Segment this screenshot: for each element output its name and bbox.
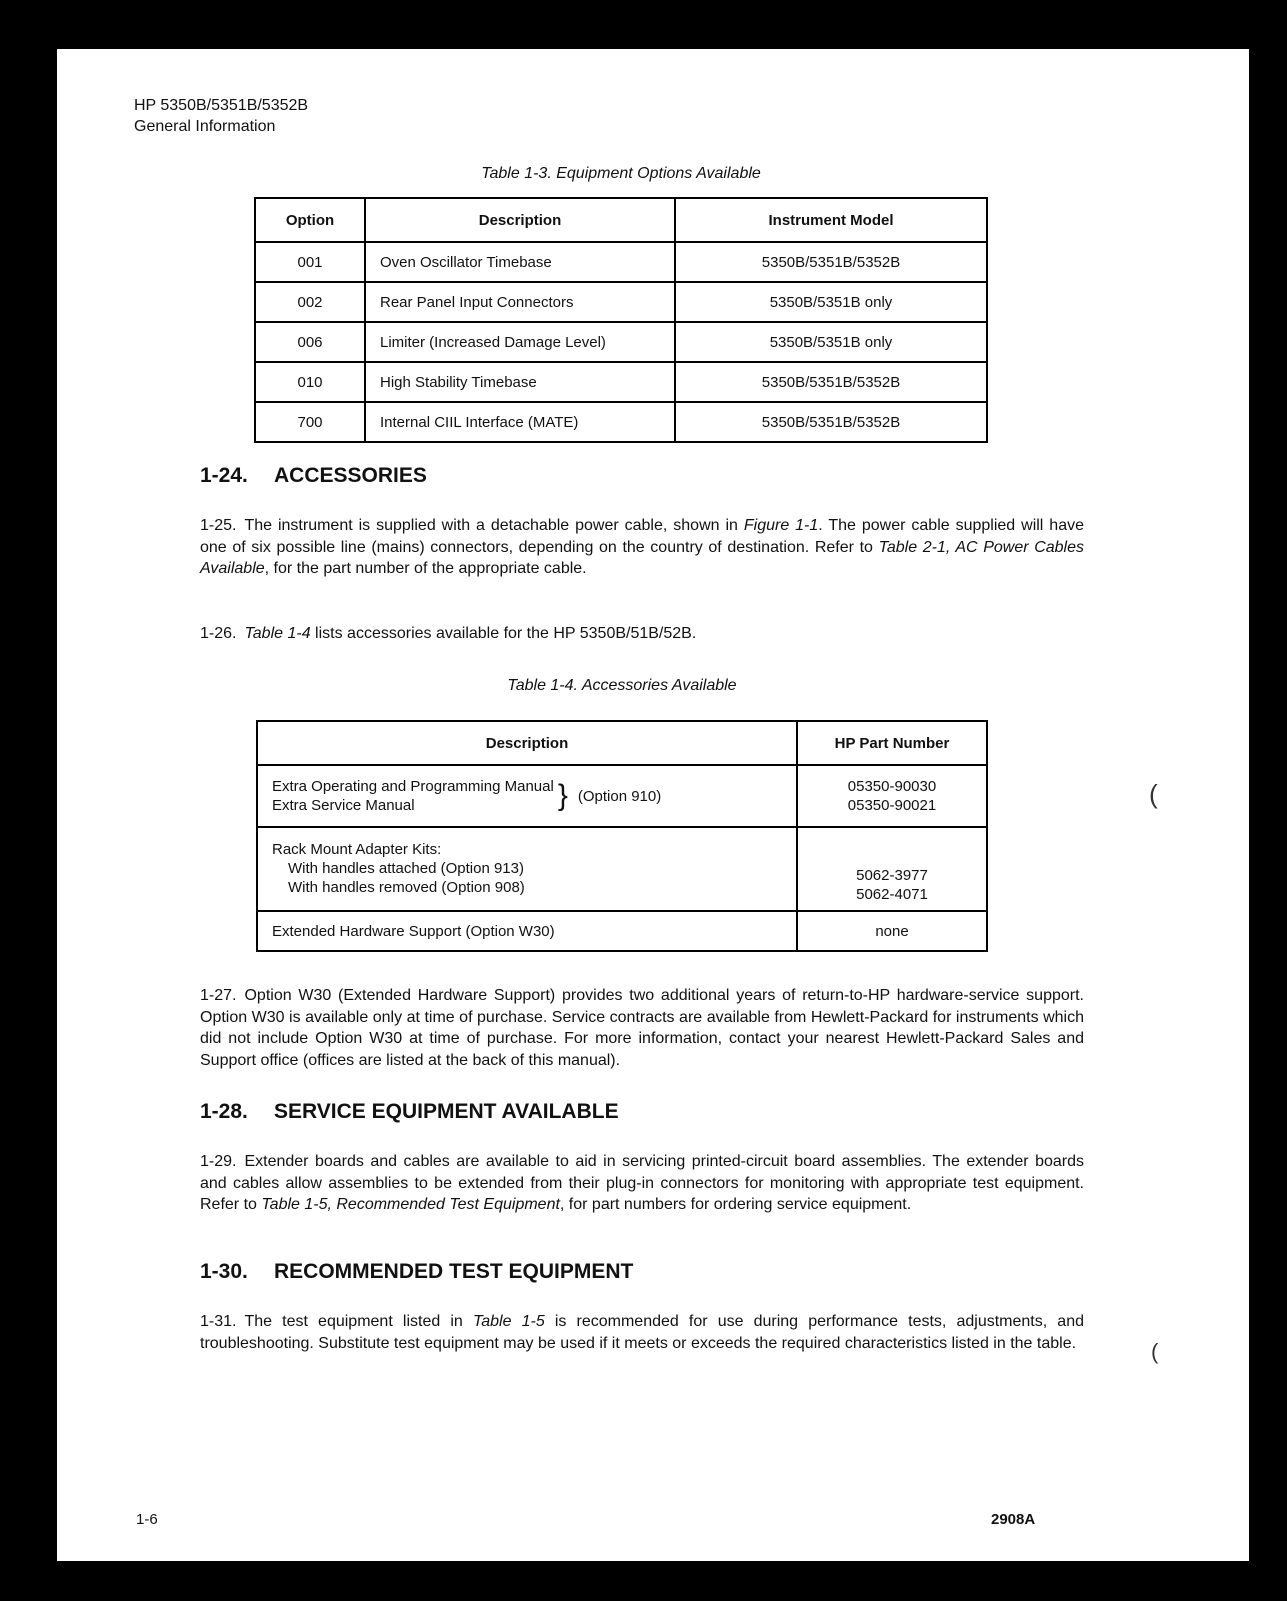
section-title: SERVICE EQUIPMENT AVAILABLE (274, 1100, 619, 1123)
margin-mark: ( (1151, 1339, 1159, 1364)
column-header-part-number: HP Part Number (797, 721, 987, 765)
paragraph-1-25 (200, 515, 1084, 580)
part-number: 5062-4071 (856, 886, 928, 903)
manual-item: Extra Operating and Programming Manual (272, 778, 554, 795)
table-reference: Table 1-5, Recommended Test Equipment (261, 1196, 560, 1213)
part-number-cell: none (797, 911, 987, 951)
table-header-row (255, 198, 987, 242)
paragraph-text: lists accessories available for the HP 5350B/51B/52B. (310, 625, 697, 642)
manual-page (57, 49, 1249, 1561)
header-model: HP 5350B/5351B/5352B (134, 97, 309, 114)
model-cell: 5350B/5351B/5352B (675, 362, 987, 402)
option-cell: 010 (255, 362, 365, 402)
table-row (255, 322, 987, 362)
description-cell: Rear Panel Input Connectors (365, 282, 675, 322)
part-number: 5062-3977 (856, 867, 928, 884)
figure-reference: Figure 1-1 (743, 517, 819, 534)
section-heading-service-equipment (200, 1100, 619, 1124)
table-row (255, 362, 987, 402)
table-reference: Table 2-1, AC Power Cables Available (200, 538, 1085, 577)
paragraph-text: , for part numbers for ordering service equipment. (559, 1196, 912, 1213)
paragraph-text: Extender boards and cables are available to aid in servicing printed-circuit board assemblies. The extender boards and cables allow assemblies to be extended from their plug-in connectors for monitoring with appropriate test equipment. Refer to (200, 1153, 1084, 1213)
description-cell (257, 765, 797, 827)
section-number: 1-28. (200, 1100, 248, 1123)
table-header-row (257, 721, 987, 765)
paragraph-1-29 (200, 1151, 1084, 1216)
description-cell: Internal CIIL Interface (MATE) (365, 402, 675, 442)
paragraph-number: 1-27. (200, 987, 237, 1004)
model-cell: 5350B/5351B only (675, 322, 987, 362)
paragraph-1-26 (200, 623, 1084, 645)
option-cell: 002 (255, 282, 365, 322)
option-cell: 700 (255, 402, 365, 442)
section-heading-accessories (200, 464, 427, 488)
table-reference: Table 1-4 (244, 625, 311, 642)
description-cell: Limiter (Increased Damage Level) (365, 322, 675, 362)
paragraph-number: 1-26. (200, 625, 237, 642)
description-cell (257, 827, 797, 911)
paragraph-text: . The power cable supplied will have one of six possible line (mains) connectors, depending on the country of destination. Refer to (200, 517, 1084, 556)
accessories-table (256, 720, 988, 952)
paragraph-1-27 (200, 985, 1084, 1071)
table-row (257, 827, 987, 911)
table-1-4-caption: Table 1-4. Accessories Available (507, 677, 737, 694)
kit-item: With handles attached (Option 913) (288, 860, 524, 877)
paragraph-number: 1-29. (200, 1153, 237, 1170)
manual-item: Extra Service Manual (272, 797, 415, 814)
paragraph-number: 1-31. (200, 1313, 237, 1330)
part-number-cell (797, 765, 987, 827)
part-number-cell (797, 827, 987, 911)
table-1-3-caption: Table 1-3. Equipment Options Available (481, 165, 761, 182)
paragraph-1-31 (200, 1311, 1084, 1354)
description-cell: Oven Oscillator Timebase (365, 242, 675, 282)
part-number: 05350-90030 (847, 778, 937, 795)
model-cell: 5350B/5351B/5352B (675, 242, 987, 282)
option-cell: 006 (255, 322, 365, 362)
description-cell: Extended Hardware Support (Option W30) (257, 911, 797, 951)
section-title: ACCESSORIES (274, 464, 427, 487)
brace-glyph: } (557, 779, 568, 812)
section-heading-recommended-test-equipment (200, 1260, 633, 1284)
section-number: 1-30. (200, 1260, 248, 1283)
paragraph-number: 1-25. (200, 517, 237, 534)
option-label: (Option 910) (577, 787, 662, 805)
column-header-description: Description (257, 721, 797, 765)
section-number: 1-24. (200, 464, 248, 487)
model-cell: 5350B/5351B only (675, 282, 987, 322)
paragraph-text: Option W30 (Extended Hardware Support) provides two additional years of return-to-HP hardware-service support. Option W30 is available only at time of purchase. Service contracts are available from Hewlett-Packard for instruments which did not include Option W30 at time of purchase. For more information, contact your nearest Hewlett-Packard Sales and Support office (offices are listed at the back of this manual). (200, 987, 1084, 1069)
page-header (134, 95, 308, 137)
paragraph-text: The instrument is supplied with a detachable power cable, shown in (244, 517, 744, 534)
table-row (255, 282, 987, 322)
table-row (255, 402, 987, 442)
header-section: General Information (134, 118, 276, 135)
column-header-instrument-model: Instrument Model (675, 198, 987, 242)
table-row (255, 242, 987, 282)
paragraph-text: , for the part number of the appropriate cable. (264, 560, 587, 577)
table-reference: Table 1-5 (472, 1313, 545, 1330)
part-number: 05350-90021 (847, 797, 937, 814)
page-number: 1-6 (136, 1511, 158, 1528)
option-cell: 001 (255, 242, 365, 282)
model-cell: 5350B/5351B/5352B (675, 402, 987, 442)
equipment-options-table (254, 197, 988, 443)
section-title: RECOMMENDED TEST EQUIPMENT (274, 1260, 634, 1283)
kit-item: With handles removed (Option 908) (288, 879, 525, 896)
column-header-option: Option (255, 198, 365, 242)
margin-mark: ( (1149, 779, 1158, 809)
kit-heading: Rack Mount Adapter Kits: (272, 841, 442, 858)
document-code: 2908A (991, 1511, 1036, 1528)
column-header-description: Description (365, 198, 675, 242)
description-cell: High Stability Timebase (365, 362, 675, 402)
table-row (257, 765, 987, 827)
paragraph-text: is recommended for use during performance tests, adjustments, and troubleshooting. Substitute test equipment may be used if it meets or exceeds the required characteristics listed in the table. (200, 1313, 1085, 1352)
table-row (257, 911, 987, 951)
paragraph-text: The test equipment listed in (244, 1313, 473, 1330)
